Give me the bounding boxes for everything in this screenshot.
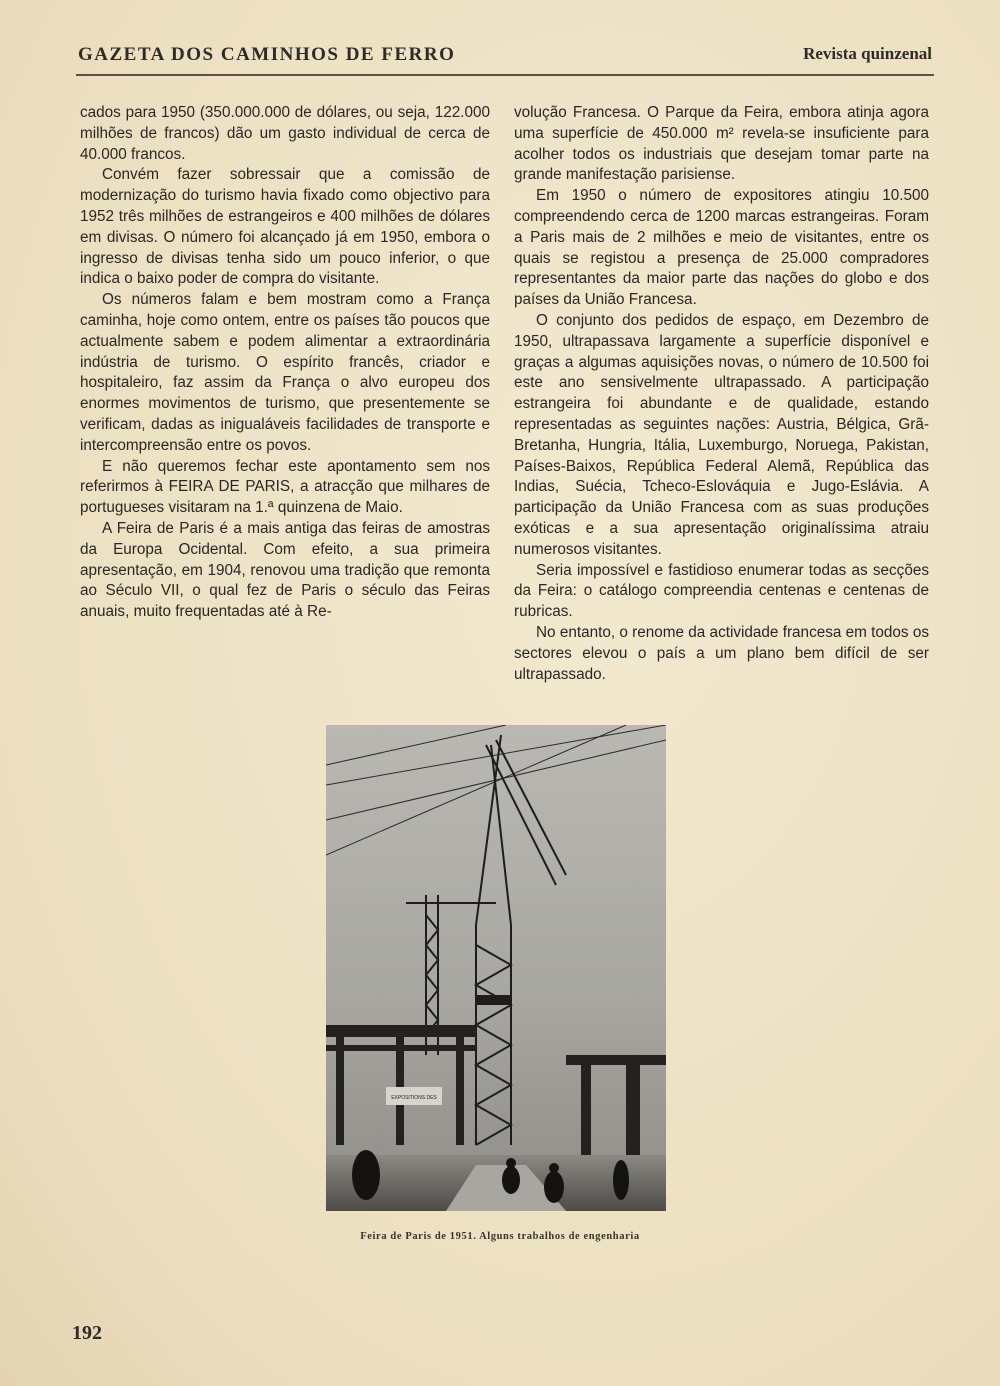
paragraph: No entanto, o renome da actividade francesa em todos os sectores elevou o país a um plano bem difícil de ser ultrapassado. xyxy=(514,623,929,683)
paragraph: Seria impossível e fastidioso enumerar todas as secções da Feira: o catálogo compreendia centenas e centenas de rubricas. xyxy=(514,561,929,621)
paragraph: Convém fazer sobressair que a comissão de modernização do turismo havia fixado como objectivo para 1952 três milhões de estrangeiros e 400 milhões de dólares em divisas. O número foi alcançado já em 1950, embora o ingresso de divisas tenha sido um pouco inferior, o que indica o baixo poder de compra do visitante. xyxy=(80,166,490,288)
paragraph: E não queremos fechar este apontamento sem nos referirmos à FEIRA DE PARIS, a atracção que milhares de portugueses visitaram na 1.ª quinzena de Maio. xyxy=(80,457,490,517)
header-rule xyxy=(76,74,934,76)
fair-sign-text: EXPOSITIONS DES xyxy=(391,1095,437,1101)
paragraph: A Feira de Paris é a mais antiga das feiras de amostras da Europa Ocidental. Com efeito, a sua primeira apresentação, em 1904, renovou uma tradição que remonta ao Século VII, o qual fez de Paris o século das Feiras anuais, muito frequentadas até à Re- xyxy=(80,519,490,621)
fair-photograph xyxy=(326,725,666,1211)
page-number: 192 xyxy=(72,1322,102,1344)
paragraph: cados para 1950 (350.000.000 de dólares, ou seja, 122.000 milhões de francos) dão um gasto individual de cerca de 40.000 francos. xyxy=(80,104,490,163)
paragraph: Em 1950 o número de expositores atingiu 10.500 compreendendo cerca de 1200 marcas estrangeiras. Foram a Paris mais de 2 milhões e meio de visitantes, entre os quais se registou a presença de 25.000 compradores representantes da maior parte das nações do globo e dos países da União Francesa. xyxy=(514,187,929,309)
paragraph: O conjunto dos pedidos de espaço, em Dezembro de 1950, ultrapassava largamente a superfície disponível e graças a algumas aquisições novas, o número de 10.500 foi este ano sensivelmente ultrapassado. A participação estrangeira foi abundante e de qualidade, estando representadas as seguintes nações: Austria, Bélgica, Grã-Bretanha, Hungria, Itália, Luxemburgo, Noruega, Pakistan, Países-Baixos, República Federal Alemã, República das Indias, Suécia, Tcheco-Eslováquia e Jugo-Eslávia. A participação da União Francesa com as suas produções exóticas e a sua apresentação originalíssima atraiu numerosos visitantes. xyxy=(514,311,929,558)
paragraph: volução Francesa. O Parque da Feira, embora atinja agora uma superfície de 450.000 m² revela-se insuficiente para acolher todos os industriais que desejam tomar parte na grande manifestação parisiense. xyxy=(514,104,929,184)
crane-photo-illustration xyxy=(326,725,666,1211)
publication-title: GAZETA DOS CAMINHOS DE FERRO xyxy=(78,44,456,65)
publication-subtitle: Revista quinzenal xyxy=(803,44,932,63)
photo-caption: Feira de Paris de 1951. Alguns trabalhos de engenharia xyxy=(360,1231,640,1242)
left-column xyxy=(80,103,490,623)
right-column xyxy=(514,103,929,685)
paragraph: Os números falam e bem mostram como a França caminha, hoje como ontem, entre os países tão poucos que actualmente sabem e podem alimentar a extraordinária indústria de turismo. O espírito francês, criador e hospitaleiro, faz assim da França o alvo europeu dos enormes movimentos de turismo, que presentemente se verificam, dadas as inigualáveis facilidades de transporte e intercompreensão entre os povos. xyxy=(80,291,490,454)
